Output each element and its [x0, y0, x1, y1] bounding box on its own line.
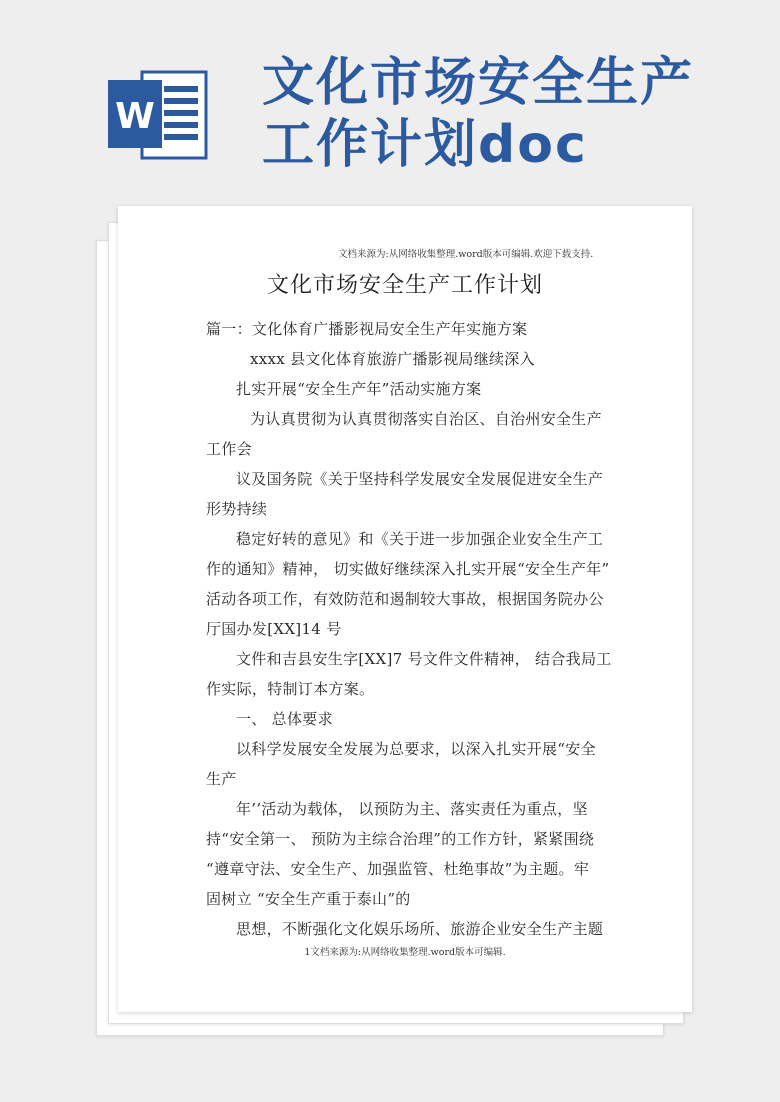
text-line: 为认真贯彻为认真贯彻落实自治区、自治州安全生产	[250, 410, 602, 428]
document-title: 文化市场安全生产工作计划	[266, 273, 543, 298]
logo-letter: W	[115, 96, 155, 137]
text-line: 作实际，特制订本方案。	[206, 680, 375, 698]
text-line: 以科学发展安全发展为总要求，以深入扎实开展“安全	[236, 740, 596, 758]
text-line: 形势持续	[206, 500, 268, 518]
banner-title-line-2: 工作计划doc	[262, 115, 588, 175]
page-header-note: 文档来源为:从网络收集整理.word版本可编辑.欢迎下载支持.	[338, 249, 594, 260]
text-line: 稳定好转的意见》和《关于进一步加强企业安全生产工	[236, 530, 604, 548]
text-line: 生产	[206, 770, 237, 788]
text-line: xxxx 县文化体育旅游广播影视局继续深入	[250, 350, 535, 368]
text-line: 厅国办发[XX]14 号	[206, 620, 342, 638]
banner-title	[262, 52, 762, 176]
text-line: 持“安全第一、 预防为主综合治理”的工作方针，紧紧围绕	[206, 830, 595, 848]
page-footer-note: 1文档来源为:从网络收集整理.word版本可编辑.	[304, 947, 506, 958]
document-page	[118, 206, 692, 1012]
text-line: 篇一：文化体育广播影视局安全生产年实施方案	[206, 320, 528, 338]
text-line: 文件和吉县安生字[XX]7 号文件文件精神， 结合我局工	[236, 650, 612, 668]
text-line: 思想，不断强化文化娱乐场所、旅游企业安全生产主题	[236, 920, 604, 938]
text-line: 年’’活动为载体， 以预防为主、落实责任为重点，坚	[236, 800, 588, 818]
text-line: 议及国务院《关于坚持科学发展安全发展促进安全生产	[236, 470, 604, 488]
text-line: “遵章守法、安全生产、加强监管、杜绝事故”为主题。牢	[206, 860, 590, 878]
text-line: 固树立 “安全生产重于泰山”的	[206, 890, 411, 908]
text-line: 工作会	[206, 440, 252, 458]
text-line: 活动各项工作，有效防范和遏制较大事故，根据国务院办公	[206, 590, 604, 608]
text-line: 扎实开展“安全生产年”活动实施方案	[236, 380, 482, 398]
text-line: 作的通知》精神， 切实做好继续深入扎实开展“安全生产年”	[206, 560, 610, 578]
banner-title-line-1: 文化市场安全生产	[262, 53, 695, 113]
section-heading: 一、 总体要求	[236, 710, 333, 728]
word-document-icon	[106, 64, 216, 164]
